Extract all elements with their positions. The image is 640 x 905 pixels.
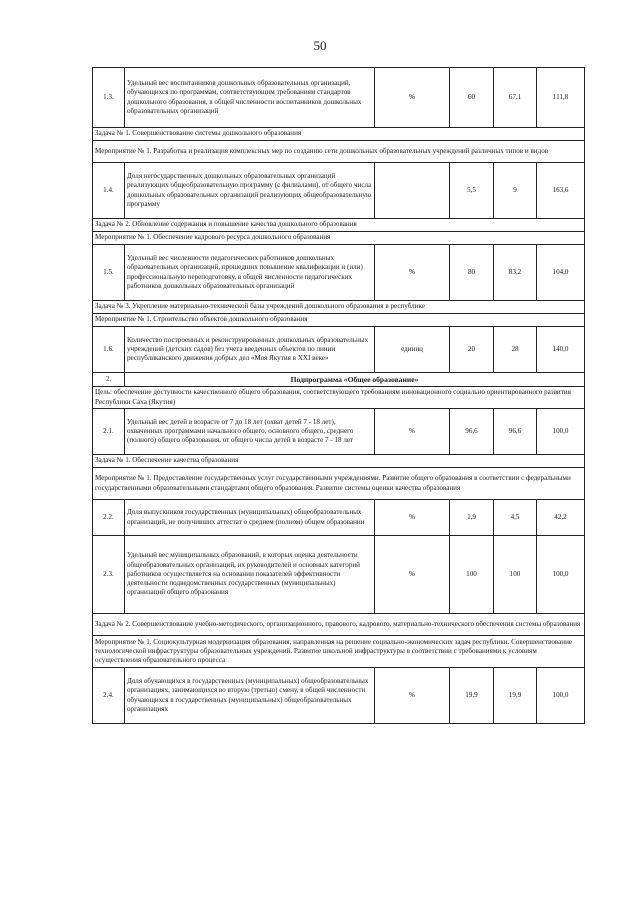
section-row — [93, 219, 585, 232]
indicator-name-cell: Количество построенных и реконструированных дошкольных образовательных учреждений (детских садов) без учета введенных объектов по линии республиканского движения добрых дел «Моя Якутия в XXI веке» — [125, 327, 375, 373]
actual-value-cell: 19,9 — [494, 668, 537, 724]
section-text-cell: Задача № 2. Совершенствование учебно-методического, организационного, правового, кадрового, материально-технического обеспечения системы образования — [93, 614, 585, 636]
planned-value-cell: 96,6 — [450, 409, 494, 455]
row-number-cell: 2.2. — [93, 500, 125, 536]
unit-cell: % — [375, 68, 450, 128]
percent-value-cell: 163,6 — [537, 163, 585, 219]
actual-value-cell: 83,2 — [494, 245, 537, 301]
unit-cell: % — [375, 500, 450, 536]
row-number-cell: 1.5. — [93, 245, 125, 301]
unit-cell: % — [375, 536, 450, 614]
percent-value-cell: 100,0 — [537, 536, 585, 614]
section-text-cell: Мероприятие № 1. Строительство объектов дошкольного образования — [93, 314, 585, 327]
table-row — [93, 245, 585, 301]
section-text-cell: Задача № 3. Укрепление материально-технической базы учреждений дошкольного образования в республике — [93, 301, 585, 314]
section-text-cell: Мероприятие № 1. Обеспечение кадрового ресурса дошкольного образования — [93, 232, 585, 245]
table-row — [93, 68, 585, 128]
table-row — [93, 163, 585, 219]
unit-cell: % — [375, 668, 450, 724]
section-text-cell: Задача № 1. Обеспечение качества образования — [93, 455, 585, 468]
actual-value-cell: 28 — [494, 327, 537, 373]
actual-value-cell: 9 — [494, 163, 537, 219]
percent-value-cell: 100,0 — [537, 668, 585, 724]
row-number-cell: 1.4. — [93, 163, 125, 219]
indicator-name-cell: Удельный вес детей в возрасте от 7 до 18 лет (охват детей 7 - 18 лет), охваченных программами начального общего, основного общего, среднего (полного) общего образования, от общего числа детей в возрасте 7 - 18 лет — [125, 409, 375, 455]
row-number-cell: 2.1. — [93, 409, 125, 455]
row-number-cell: 2.4. — [93, 668, 125, 724]
percent-value-cell: 140,0 — [537, 327, 585, 373]
unit-cell: % — [375, 245, 450, 301]
indicator-name-cell: Доля выпускников государственных (муниципальных) общеобразовательных организаций, не получивших аттестат о среднем (полном) общем образовании — [125, 500, 375, 536]
section-row — [93, 614, 585, 636]
planned-value-cell: 5,5 — [450, 163, 494, 219]
row-number-cell: 1.3. — [93, 68, 125, 128]
section-heading-row — [93, 373, 585, 387]
indicator-name-cell: Удельный вес муниципальных образований, в которых оценка деятельности общеобразовательных организаций, их руководителей и основных категорий работников осуществляется на основании показателей эффективности деятельности подведомственных государственных (муниципальных) организаций общего образования — [125, 536, 375, 614]
planned-value-cell: 100 — [450, 536, 494, 614]
actual-value-cell: 100 — [494, 536, 537, 614]
planned-value-cell: 60 — [450, 68, 494, 128]
section-row — [93, 232, 585, 245]
planned-value-cell: 80 — [450, 245, 494, 301]
percent-value-cell: 111,8 — [537, 68, 585, 128]
table-row — [93, 668, 585, 724]
section-row — [93, 141, 585, 163]
section-row — [93, 468, 585, 500]
percent-value-cell: 42,2 — [537, 500, 585, 536]
indicator-name-cell: Доля негосударственных дошкольных образовательных организаций реализующих общеобразовательную программу (с филиалами), от общего числа дошкольных образовательных организаций реализующих общеобразовательную программу — [125, 163, 375, 219]
unit-cell: % — [375, 409, 450, 455]
table-row — [93, 327, 585, 373]
indicator-name-cell: Удельный вес воспитанников дошкольных образовательных организаций, обучающихся по программам, соответствующим требованиям стандартов дошкольного образования, в общей численности воспитанников дошкольных образовательных организаций — [125, 68, 375, 128]
subprogram-heading-cell: Подпрограмма «Общее образование» — [125, 373, 585, 387]
row-number-cell: 2. — [93, 373, 125, 387]
section-row — [93, 455, 585, 468]
section-text-cell: Цель: обеспечение доступности качественного общего образования, соответствующего требованиям инновационного социально ориентированного развития Республики Саха (Якутия) — [93, 387, 585, 409]
planned-value-cell: 1,9 — [450, 500, 494, 536]
section-text-cell: Мероприятие № 1. Разработка и реализация комплексных мер по созданию сети дошкольных образовательных учреждений различных типов и видов — [93, 141, 585, 163]
indicator-name-cell: Удельный вес численности педагогических работников дошкольных образовательных организаций, прошедших повышение квалификации и (или) профессиональную переподготовку, в общей численности педагогических работников дошкольных образовательных организаций — [125, 245, 375, 301]
section-text-cell: Мероприятие № 1. Социокультурная модернизация образования, направленная на решение социально-экономических задач республики. Совершенствование технологической инфраструктуры образовательных учреждений. Развитие школьной инфраструктуры в соответствии с требованиями к условиям осуществления образовательного процесса — [93, 636, 585, 668]
actual-value-cell: 4,5 — [494, 500, 537, 536]
table-row — [93, 500, 585, 536]
row-number-cell: 2.3. — [93, 536, 125, 614]
page-number: 50 — [313, 38, 327, 53]
row-number-cell: 1.6. — [93, 327, 125, 373]
section-text-cell: Задача № 1. Совершенствование системы дошкольного образования — [93, 128, 585, 141]
table-row — [93, 536, 585, 614]
indicators-table — [92, 67, 585, 724]
section-row — [93, 301, 585, 314]
actual-value-cell: 96,6 — [494, 409, 537, 455]
section-row — [93, 128, 585, 141]
section-text-cell: Мероприятие № 1. Предоставление государственных услуг государственными учреждениями. Развитие общего образования в соответствии с федеральными государственными образовательными стандартами общего образования. Развитие системы оценки качества образования — [93, 468, 585, 500]
planned-value-cell: 20 — [450, 327, 494, 373]
unit-cell — [375, 163, 450, 219]
section-row — [93, 387, 585, 409]
section-row — [93, 636, 585, 668]
section-row — [93, 314, 585, 327]
planned-value-cell: 19,9 — [450, 668, 494, 724]
table-row — [93, 409, 585, 455]
indicator-name-cell: Доля обучающихся в государственных (муниципальных) общеобразовательных организациях, занимающихся во вторую (третью) смену, в общей численности обучающихся в государственных (муниципальных) общеобразовательных организациях — [125, 668, 375, 724]
percent-value-cell: 104,0 — [537, 245, 585, 301]
unit-cell: единиц — [375, 327, 450, 373]
section-text-cell: Задача № 2. Обновление содержания и повышение качества дошкольного образования — [93, 219, 585, 232]
percent-value-cell: 100,0 — [537, 409, 585, 455]
actual-value-cell: 67,1 — [494, 68, 537, 128]
